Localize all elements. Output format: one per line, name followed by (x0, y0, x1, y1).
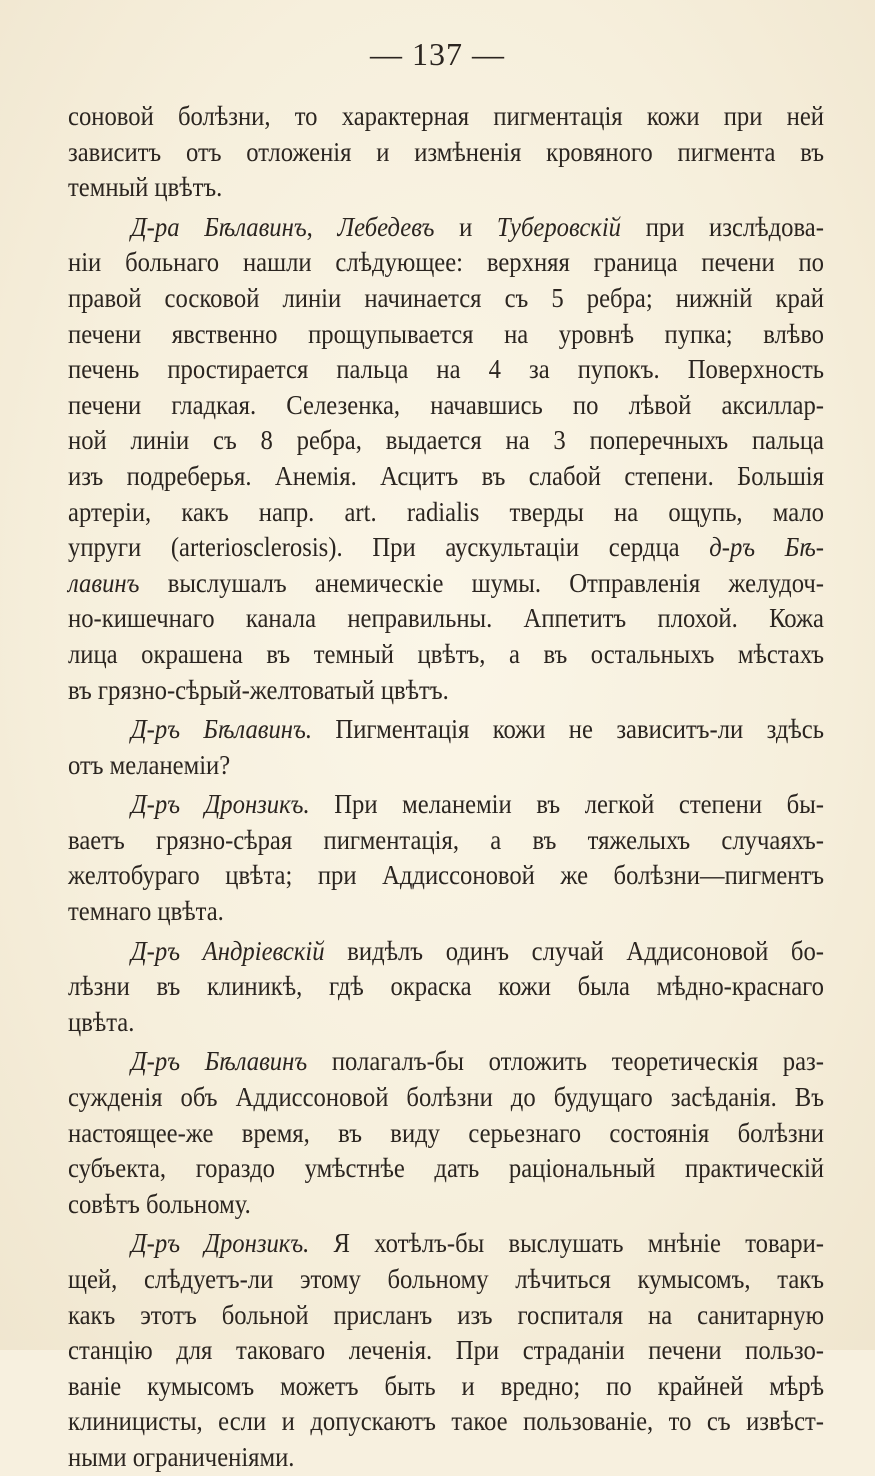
text-line: совѣтъ больному. (68, 1188, 251, 1219)
text-fragment: полагалъ-бы отложить теоретическія раз- (331, 1046, 824, 1077)
text-line: печени явственно прощупывается на уровнѣ пупка; влѣво (68, 318, 824, 349)
text-line: печень простирается пальца на 4 за пупокъ. Поверхность (68, 354, 824, 385)
text-line: отъ меланеміи? (68, 749, 231, 780)
paragraph-start-line (68, 1226, 824, 1262)
text-line: клиницисты, если и допускаютъ такое пользованіе, то съ извѣст- (68, 1406, 824, 1437)
paragraph-start-line (68, 1044, 824, 1080)
text-line (68, 530, 824, 566)
text-line: правой сосковой линіи начинается съ 5 ребра; нижній край (68, 282, 824, 313)
speaker-name: Д-ръ Бѣлавинъ (131, 1046, 308, 1077)
page-body-text (68, 99, 824, 1476)
speaker-name: Бѣлавинъ (204, 211, 307, 242)
text-line: соновой болѣзни, то характерная пигментація кожи при ней (68, 101, 824, 131)
speaker-name: Лебедевъ (337, 211, 435, 242)
text-fragment: выслушалъ анемическіе шумы. Отправленія желудоч- (167, 567, 824, 598)
speaker-name: Туберовскій (496, 211, 622, 242)
page-number: — 137 — (370, 36, 505, 72)
text-fragment: При меланеміи въ легкой степени бы- (334, 789, 824, 820)
text-line: щей, слѣдуетъ-ли этому больному лѣчиться кумысомъ, такъ (68, 1264, 824, 1294)
text-line: ными ограниченіями. (68, 1441, 295, 1472)
text-line: ваніе кумысомъ можетъ быть и вредно; по крайней мѣрѣ (68, 1370, 824, 1401)
text-line: субъекта, гораздо умѣстнѣе дать раціональный практическій (68, 1153, 824, 1184)
text-line: ніи больнаго нашли слѣдующее: верхняя граница печени по (68, 247, 824, 278)
text-line: лѣзни въ клиникѣ, гдѣ окраска кожи была мѣдно-краснаго (68, 971, 824, 1002)
conjunction: и (459, 211, 473, 242)
paragraph-start-line (68, 934, 824, 970)
text-line: темный цвѣтъ. (68, 172, 223, 203)
speaker-name: Д-ръ Дронзикъ. (131, 1228, 310, 1259)
text-fragment: видѣлъ одинъ случай Аддисоновой бо- (347, 935, 824, 966)
text-line: лица окрашена въ темный цвѣтъ, а въ остальныхъ мѣстахъ (68, 638, 824, 669)
text-line (68, 566, 824, 602)
text-line: изъ подреберья. Анемія. Асцитъ въ слабой степени. Большія (68, 460, 824, 491)
text-line: настоящее-же время, въ виду серьезнаго состоянія болѣзни (68, 1117, 824, 1148)
text-line: ваетъ грязно-сѣрая пигментація, а въ тяжелыхъ случаяхъ- (68, 824, 824, 855)
text-line: артеріи, какъ напр. art. radialis тверды на ощупь, мало (68, 496, 824, 527)
speaker-name: Д-ръ Андріевскій (131, 935, 325, 966)
text-line: станцію для таковаго леченія. При страданіи печени пользо- (68, 1335, 824, 1366)
text-line: темнаго цвѣта. (68, 896, 224, 927)
paragraph-start-line: Д-ра Бѣлавинъ, Лебедевъ и Туберовскій при изслѣдова- (131, 211, 824, 242)
text-line: ной линіи съ 8 ребра, выдается на 3 поперечныхъ пальца (68, 425, 824, 456)
text-line: но-кишечнаго канала неправильны. Аппетитъ плохой. Кожа (68, 603, 824, 634)
text-fragment: Я хотѣлъ-бы выслушать мнѣніе товари- (333, 1228, 824, 1259)
text-line: въ грязно-сѣрый-желтоватый цвѣтъ. (68, 674, 449, 705)
text-line: зависитъ отъ отложенія и измѣненія кровяного пигмента въ (68, 136, 824, 167)
speaker-name: лавинъ (68, 567, 140, 598)
paragraph-start-line (68, 712, 824, 748)
speaker-name: Д-ръ Дронзикъ. (131, 789, 310, 820)
text-fragment: при изслѣдова- (645, 211, 824, 242)
text-fragment: упруги (arteriosclerosis). При аускультаціи сердца (68, 532, 680, 563)
text-line: печени гладкая. Селезенка, начавшись по лѣвой аксиллар- (68, 389, 824, 420)
text-line: сужденія объ Аддиссоновой болѣзни до будущаго засѣданія. Въ (68, 1082, 824, 1113)
text-line: цвѣта. (68, 1006, 135, 1037)
text-line: какъ этотъ больной присланъ изъ госпиталя на санитарную (68, 1299, 824, 1330)
text-fragment: Пигментація кожи не зависитъ-ли здѣсь (335, 714, 824, 745)
speaker-name: Д-ръ Бѣлавинъ. (131, 714, 312, 745)
text-line: желтобураго цвѣта; при Аддиссоновой же болѣзни—пигментъ (68, 860, 824, 891)
speaker-name: Д-ра (131, 211, 180, 242)
paragraph-start-line (68, 787, 824, 823)
speaker-name: д-ръ Бѣ- (709, 532, 824, 563)
